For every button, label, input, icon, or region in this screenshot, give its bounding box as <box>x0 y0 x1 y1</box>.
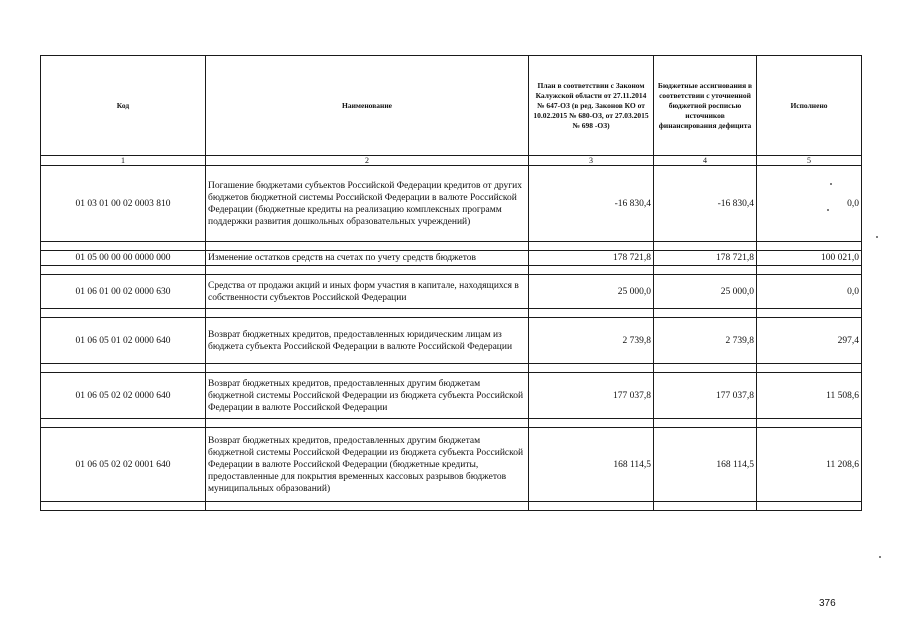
row-plan: 177 037,8 <box>529 373 654 419</box>
row-name: Средства от продажи акций и иных форм участия в капитале, находящихся в собственности субъектов Российской Федерации <box>206 275 529 309</box>
budget-sources-table <box>40 55 862 511</box>
column-number: 5 <box>757 156 862 166</box>
column-number: 1 <box>41 156 206 166</box>
table-row <box>41 373 862 419</box>
scan-speck <box>827 209 829 211</box>
row-name: Изменение остатков средств на счетах по учету средств бюджетов <box>206 251 529 266</box>
table-row <box>41 428 862 502</box>
row-plan: 25 000,0 <box>529 275 654 309</box>
column-number: 3 <box>529 156 654 166</box>
spacer-row <box>41 242 862 251</box>
row-plan: 168 114,5 <box>529 428 654 502</box>
row-code: 01 06 05 02 02 0001 640 <box>41 428 206 502</box>
row-name: Возврат бюджетных кредитов, предоставленных другим бюджетам бюджетной системы Российской Федерации из бюджета субъекта Российской Федерации в валюте Российской Федерации <box>206 373 529 419</box>
row-executed: 11 508,6 <box>757 373 862 419</box>
row-plan: 178 721,8 <box>529 251 654 266</box>
row-assignments: 178 721,8 <box>654 251 757 266</box>
row-executed: 100 021,0 <box>757 251 862 266</box>
row-code: 01 06 05 01 02 0000 640 <box>41 318 206 364</box>
header-assignments: Бюджетные ассигнования в соответствии с уточненной бюджетной росписью источников финансирования дефицита <box>654 56 757 156</box>
row-code: 01 05 00 00 00 0000 000 <box>41 251 206 266</box>
spacer-row <box>41 502 862 511</box>
row-code: 01 06 05 02 02 0000 640 <box>41 373 206 419</box>
header-executed: Исполнено <box>757 56 862 156</box>
row-plan: -16 830,4 <box>529 166 654 242</box>
scan-speck <box>879 556 881 558</box>
scan-speck <box>830 183 832 185</box>
row-plan: 2 739,8 <box>529 318 654 364</box>
row-assignments: 25 000,0 <box>654 275 757 309</box>
row-code: 01 03 01 00 02 0003 810 <box>41 166 206 242</box>
spacer-row <box>41 309 862 318</box>
spacer-row <box>41 419 862 428</box>
column-number: 2 <box>206 156 529 166</box>
row-assignments: -16 830,4 <box>654 166 757 242</box>
table-row <box>41 318 862 364</box>
row-executed: 0,0 <box>757 275 862 309</box>
row-executed: 297,4 <box>757 318 862 364</box>
table-row <box>41 166 862 242</box>
row-name: Возврат бюджетных кредитов, предоставленных юридическим лицам из бюджета субъекта Российской Федерации в валюте Российской Федерации <box>206 318 529 364</box>
scan-speck <box>876 236 878 238</box>
row-assignments: 168 114,5 <box>654 428 757 502</box>
row-name: Возврат бюджетных кредитов, предоставленных другим бюджетам бюджетной системы Российской Федерации из бюджета субъекта Российской Федерации в валюте Российской Федерации (бюджетные кредиты, предоставленные для покрытия временных кассовых разрывов бюджетов муниципальных образований) <box>206 428 529 502</box>
header-name: Наименование <box>206 56 529 156</box>
row-code: 01 06 01 00 02 0000 630 <box>41 275 206 309</box>
row-executed: 11 208,6 <box>757 428 862 502</box>
column-number: 4 <box>654 156 757 166</box>
row-name: Погашение бюджетами субъектов Российской Федерации кредитов от других бюджетов бюджетной системы Российской Федерации в валюте Российской Федерации (бюджетные кредиты на реализацию комплексных программ поддержки развития дошкольных образовательных учреждений) <box>206 166 529 242</box>
header-code: Код <box>41 56 206 156</box>
spacer-row <box>41 364 862 373</box>
row-executed: 0,0 <box>757 166 862 242</box>
spacer-row <box>41 266 862 275</box>
row-assignments: 2 739,8 <box>654 318 757 364</box>
row-assignments: 177 037,8 <box>654 373 757 419</box>
table-row <box>41 251 862 266</box>
header-plan: План в соответствии с Законом Калужской области от 27.11.2014 № 647-ОЗ (в ред. Законов КО от 10.02.2015 № 680-ОЗ, от 27.03.2015 № 698 -ОЗ) <box>529 56 654 156</box>
page-number: 376 <box>819 598 836 609</box>
table-row <box>41 275 862 309</box>
